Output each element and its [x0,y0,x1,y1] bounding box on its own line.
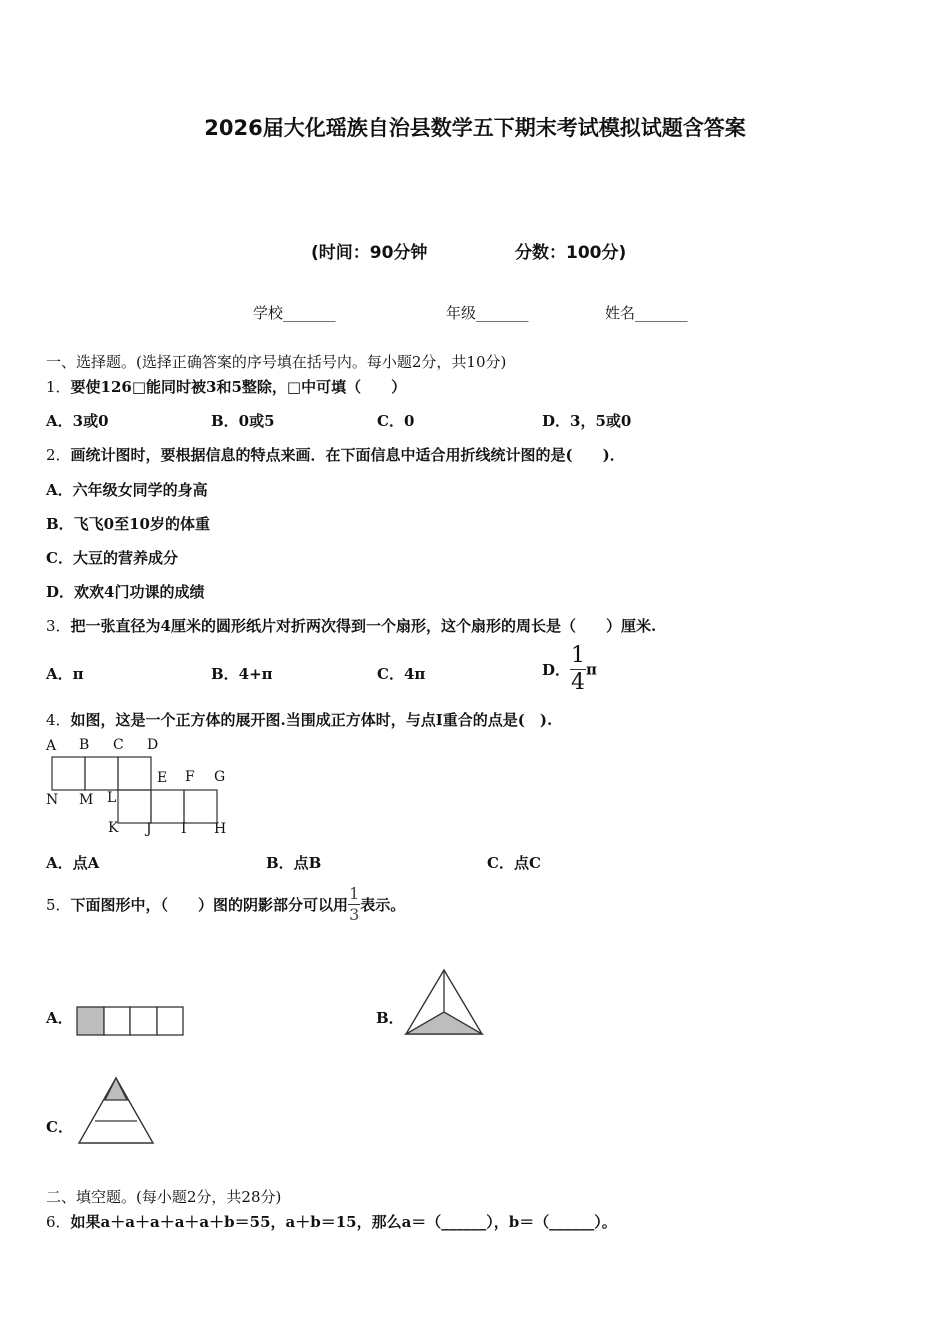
q3-option-d [542,645,597,694]
q3-option-b: B．4+π [211,665,273,683]
fraction-one-third [348,886,360,923]
q1-option-c: C．0 [377,412,415,430]
net-square-4 [151,790,184,823]
school-field: 学校_______ [253,304,336,322]
cell [130,1007,157,1035]
page-title: 2026届大化瑶族自治县数学五下期末考试模拟试题含答案 [204,116,746,140]
question-number: 1． [46,378,71,396]
q2-option-d: D．欢欢4门功课的成绩 [46,583,205,601]
net-label-b: B [79,737,90,753]
question-4 [46,709,552,730]
shaded-cell [77,1007,104,1035]
question-text-after: 表示。 [360,896,406,914]
cube-net-figure [44,735,244,840]
question-text: 画统计图时，要根据信息的特点来画．在下面信息中适合用折线统计图的是( )． [70,446,625,464]
question-3 [46,615,656,636]
q5-figure-a [76,1006,186,1036]
exam-time: (时间：90分钟 [311,243,428,263]
question-number: 2． [46,446,71,464]
net-label-i: I [181,821,187,837]
net-label-k: K [108,820,119,836]
cell [104,1007,130,1035]
q2-option-c: C．大豆的营养成分 [46,549,178,567]
question-text: 如图，这是一个正方体的展开图.当围成正方体时，与点I重合的点是( ). [70,711,553,729]
q1-option-b: B．0或5 [211,412,275,430]
net-square-1 [52,757,85,790]
question-number: 3． [46,617,71,635]
question-6 [46,1211,617,1232]
net-square-3 [118,757,151,790]
q1-option-a: A．3或0 [46,412,109,430]
fraction-numerator: 1 [349,884,360,903]
net-square-6 [118,790,151,823]
net-label-a: A [46,738,57,754]
question-text-before: 下面图形中，（ ）图的阴影部分可以用 [70,896,349,914]
fraction-denominator: 3 [349,905,360,924]
question-1 [46,376,406,397]
q2-option-a: A．六年级女同学的身高 [46,481,208,499]
fraction-denominator: 4 [571,670,586,695]
cell [157,1007,183,1035]
net-label-d: D [147,737,159,753]
question-text: 要使126□能同时被3和5整除，□中可填（ ） [70,378,407,396]
net-label-g: G [214,769,226,785]
section-1-heading: 一、选择题。(选择正确答案的序号填在括号内。每小题2分，共10分) [46,353,507,371]
net-square-5 [184,790,217,823]
q5-figure-c [76,1075,156,1147]
net-label-c: C [113,737,124,753]
question-5 [46,886,405,923]
q5-option-c-label: C． [46,1118,73,1136]
question-text: 如果a＋a＋a＋a＋a＋b＝55，a＋b＝15，那么a＝（______），b＝（______）。 [70,1213,617,1231]
section-2-heading: 二、填空题。(每小题2分，共28分) [46,1188,282,1206]
question-text: 把一张直径为4厘米的圆形纸片对折两次得到一个扇形，这个扇形的周长是（ ）厘米. [70,617,657,635]
fraction-numerator: 1 [571,643,586,668]
net-label-f: F [185,769,195,785]
net-label-h: H [214,821,227,837]
net-label-e: E [157,770,168,786]
option-prefix: D． [542,661,571,679]
shaded-top-triangle [105,1078,127,1100]
q1-option-d: D．3，5或0 [542,412,632,430]
net-label-j: J [146,821,152,837]
question-2 [46,444,625,465]
net-label-n: N [46,792,59,808]
q5-option-a-label: A． [46,1009,73,1027]
fraction-one-quarter [570,645,586,694]
q3-option-c: C．4π [377,665,426,683]
option-suffix: π [586,660,597,679]
name-field: 姓名_______ [605,304,688,322]
q3-option-a: A．π [46,665,84,683]
net-label-l: L [107,790,117,806]
question-number: 6． [46,1213,71,1231]
net-label-m: M [79,792,94,808]
q5-figure-b [404,966,486,1038]
q4-option-b: B．点B [266,854,322,872]
net-square-2 [85,757,118,790]
question-number: 4． [46,711,71,729]
question-number: 5． [46,896,71,914]
grade-field: 年级_______ [446,304,529,322]
q4-option-a: A．点A [46,854,100,872]
q4-option-c: C．点C [487,854,541,872]
q5-option-b-label: B． [376,1009,404,1027]
exam-score: 分数：100分) [515,243,627,263]
q2-option-b: B．飞飞0至10岁的体重 [46,515,210,533]
